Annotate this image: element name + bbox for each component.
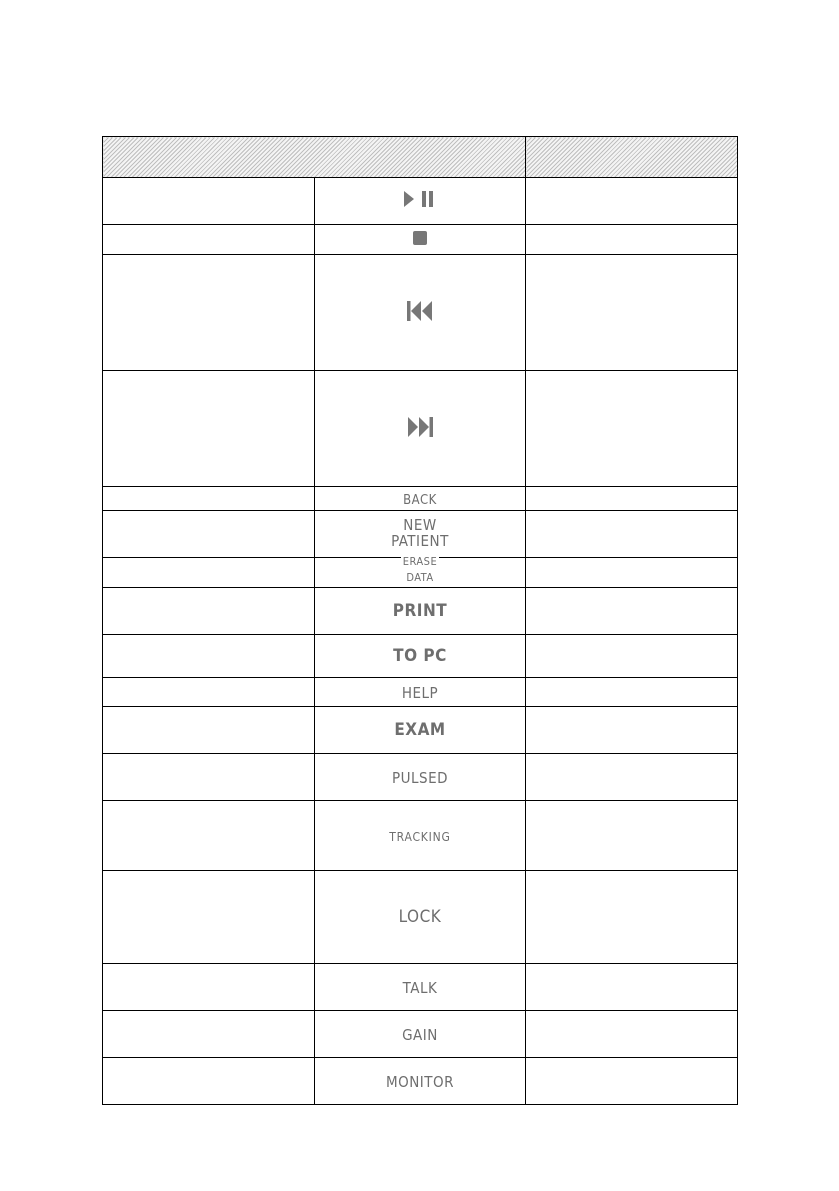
key-cell <box>314 554 526 588</box>
key-cell <box>314 801 526 871</box>
row-number-cell <box>103 558 315 588</box>
description-cell <box>526 678 738 707</box>
description-cell <box>526 964 738 1011</box>
description-cell <box>526 754 738 801</box>
table-row <box>103 964 738 1011</box>
description-cell <box>526 801 738 871</box>
to-pc-key-label: TO PC <box>393 646 447 667</box>
skip-back-icon <box>406 300 434 326</box>
table-row <box>103 707 738 754</box>
row-number-cell <box>103 588 315 635</box>
back-key-label: BACK <box>403 493 437 508</box>
key-cell <box>314 1058 526 1105</box>
gain-key-label: GAIN <box>402 1025 438 1044</box>
table-row <box>103 678 738 707</box>
key-cell <box>314 964 526 1011</box>
row-number-cell <box>103 964 315 1011</box>
description-cell <box>526 225 738 255</box>
header-cell-control <box>103 137 526 178</box>
row-number-cell <box>103 1011 315 1058</box>
description-cell <box>526 707 738 754</box>
table-row <box>103 225 738 255</box>
row-number-cell <box>103 707 315 754</box>
key-cell <box>314 707 526 754</box>
row-number-cell <box>103 255 315 371</box>
pulsed-key-label: PULSED <box>391 768 448 787</box>
row-number-cell <box>103 678 315 707</box>
key-cell <box>314 178 526 225</box>
description-cell <box>526 588 738 635</box>
description-cell <box>526 511 738 558</box>
exam-key-label: EXAM <box>394 720 446 741</box>
row-number-cell <box>103 754 315 801</box>
key-cell <box>314 487 526 511</box>
erase-data-line1: ERASE <box>402 554 438 568</box>
description-cell <box>526 1058 738 1105</box>
description-cell <box>526 487 738 511</box>
print-key-label: PRINT <box>392 601 448 622</box>
table-row <box>103 1011 738 1058</box>
row-number-cell <box>103 871 315 964</box>
row-number-cell <box>103 635 315 678</box>
new-patient-line1: NEW <box>403 516 437 535</box>
stop-icon <box>412 230 428 250</box>
description-cell <box>526 558 738 588</box>
header-cell-description <box>526 137 738 178</box>
help-key-label: HELP <box>401 683 439 702</box>
table-row <box>103 1058 738 1105</box>
erase-data-line2: DATA <box>406 570 434 584</box>
table-row <box>103 487 738 511</box>
table-row <box>103 871 738 964</box>
description-cell <box>526 371 738 487</box>
lock-key-label: LOCK <box>398 907 442 928</box>
controls-table <box>102 136 738 1105</box>
new-patient-key-label <box>391 518 449 550</box>
new-patient-line2: PATIENT <box>391 531 449 550</box>
row-number-cell <box>103 1058 315 1105</box>
table-row <box>103 511 738 558</box>
table-row <box>103 371 738 487</box>
row-number-cell <box>103 178 315 225</box>
header-row <box>103 137 738 178</box>
description-cell <box>526 871 738 964</box>
table-row <box>103 635 738 678</box>
row-number-cell <box>103 801 315 871</box>
key-cell <box>314 511 526 558</box>
key-cell <box>314 678 526 707</box>
erase-data-key-label <box>401 554 440 584</box>
key-cell <box>314 371 526 487</box>
monitor-key-label: MONITOR <box>385 1072 455 1091</box>
table-row <box>103 178 738 225</box>
table-row <box>103 754 738 801</box>
row-number-cell <box>103 371 315 487</box>
row-number-cell <box>103 511 315 558</box>
key-cell <box>314 255 526 371</box>
table-row <box>103 801 738 871</box>
key-cell <box>314 1011 526 1058</box>
description-cell <box>526 255 738 371</box>
key-cell <box>314 635 526 678</box>
description-cell <box>526 1011 738 1058</box>
tracking-key-label: TRACKING <box>389 830 451 844</box>
talk-key-label: TALK <box>402 978 438 997</box>
description-cell <box>526 635 738 678</box>
table-row <box>103 588 738 635</box>
table-row <box>103 558 738 588</box>
play-pause-icon <box>402 190 438 212</box>
description-cell <box>526 178 738 225</box>
skip-forward-icon <box>406 416 434 442</box>
key-cell <box>314 871 526 964</box>
key-cell <box>314 588 526 635</box>
row-number-cell <box>103 225 315 255</box>
row-number-cell <box>103 487 315 511</box>
key-cell <box>314 754 526 801</box>
key-cell <box>314 225 526 255</box>
table-row <box>103 255 738 371</box>
